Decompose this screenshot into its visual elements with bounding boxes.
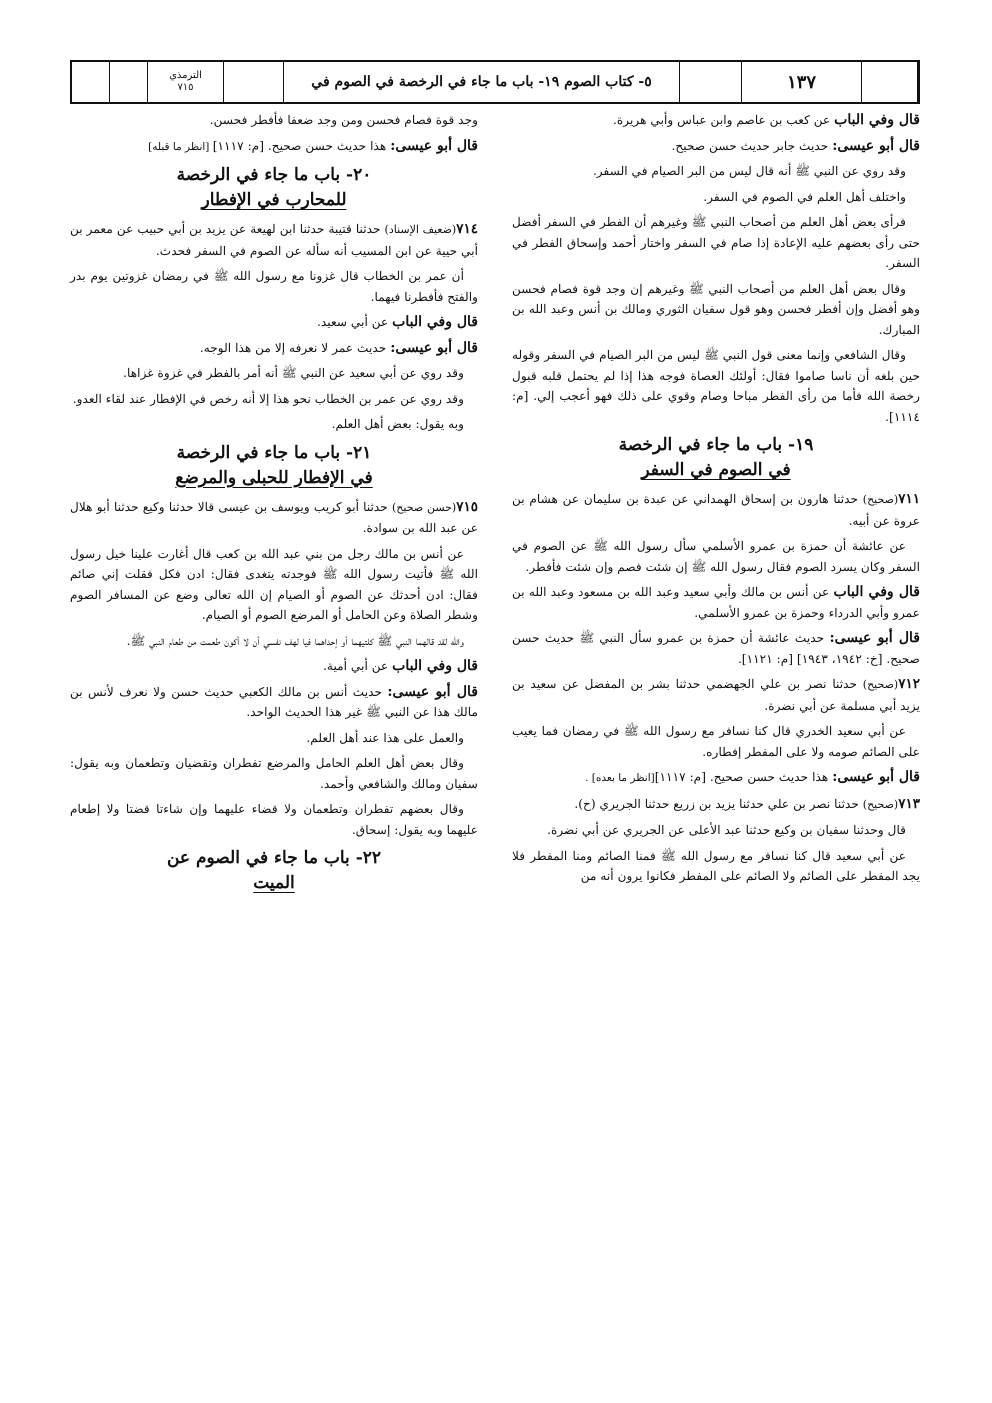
hadith-grade: (صحيح) bbox=[862, 493, 899, 506]
hadith-chain bbox=[70, 497, 478, 539]
cross-reference: [انظر ما قبله] bbox=[148, 140, 213, 153]
paragraph: واختلف أهل العلم في الصوم في السفر. bbox=[703, 189, 906, 204]
chapter-title: ٢٠- باب ما جاء في الرخصة bbox=[176, 165, 372, 185]
chapter-title: ٢١- باب ما جاء في الرخصة bbox=[176, 442, 372, 463]
paragraph: وقال بعض أهل العلم من أصحاب النبي ﷺ وغيرهم إن وجد قوة فصام فحسن وهو أفضل وإن أفطر فحسن وهو قول سفيان الثوري ومالك بن أنس وعبد الله بن المبارك. bbox=[512, 281, 920, 337]
paragraph bbox=[70, 312, 478, 333]
paragraph bbox=[70, 682, 478, 723]
paragraph bbox=[70, 656, 478, 677]
chapter-heading bbox=[70, 163, 478, 213]
chapter-subtitle: للمحارب في الإفطار bbox=[201, 190, 347, 210]
chapter-subtitle: الميت bbox=[253, 873, 295, 893]
section-lead: قال وفي الباب bbox=[834, 112, 920, 128]
hadith-text: عن أبي سعيد قال كنا نسافر مع رسول الله ﷺ فمنا الصائم ومنا المفطر فلا يجد المفطر على الصائم ولا الصائم على المفطر فكانوا يرون أنه من bbox=[512, 848, 920, 883]
paragraph bbox=[512, 767, 920, 789]
cross-reference: [انظر ما بعده] . bbox=[585, 772, 655, 784]
hadith-text: عن عائشة أن حمزة بن عمرو الأسلمي سأل رسول الله ﷺ عن الصوم في السفر وكان يسرد الصوم فقال رسول الله ﷺ إن شئت فصم وإن شئت فأفطر. bbox=[512, 539, 920, 574]
paragraph-text: حدثنا نصر بن علي حدثنا يزيد بن زريع حدثنا الجريري (ح). bbox=[574, 796, 863, 811]
paragraph-text: حدثنا أبو كريب ويوسف بن عيسى قالا حدثنا وكيع حدثنا أبو هلال عن عبد الله بن سوادة. bbox=[70, 499, 478, 535]
chapter-title: ١٩- باب ما جاء في الرخصة bbox=[618, 435, 814, 455]
paragraph-text: حديث عمر لا نعرفه إلا من هذا الوجه. bbox=[199, 340, 391, 355]
paragraph-text: حديث عائشة أن حمزة بن عمرو سأل النبي ﷺ حديث حسن صحيح. [خ: ١٩٤٢، ١٩٤٣] [م: ١١٢١]. bbox=[512, 631, 920, 666]
paragraph bbox=[512, 628, 920, 669]
paragraph-text: هذا حديث حسن صحيح. [م: ١١١٧] bbox=[654, 770, 833, 784]
hadith-chain bbox=[512, 674, 920, 716]
hadith-text: قال وحدثنا سفيان بن وكيع حدثنا عبد الأعلى عن الجريري عن أبي نضرة. bbox=[547, 823, 906, 837]
paragraph-text: عن أبي أمية. bbox=[323, 659, 393, 673]
chapter-title: ٢٢- باب ما جاء في الصوم عن bbox=[166, 848, 382, 868]
paragraph-text: حدثنا قتيبة حدثنا ابن لهيعة عن يزيد بن أبي حبيب عن معمر بن أبي حيية عن ابن المسيب أنه سأله عن الصوم في السفر فحدث. bbox=[70, 222, 478, 258]
hadith-number: ٧١٤ bbox=[456, 221, 478, 237]
hadith-text: أن عمر بن الخطاب قال غزونا مع رسول الله ﷺ في رمضان غزوتين يوم بدر والفتح فأفطرنا فيهما. bbox=[70, 269, 478, 304]
paragraph-text: عن أبي سعيد. bbox=[317, 315, 393, 329]
header-empty-cell bbox=[862, 62, 918, 102]
chapter-heading bbox=[70, 441, 478, 491]
section-lead: قال وفي الباب bbox=[392, 658, 478, 674]
paragraph-text: هذا حديث حسن صحيح. [م: ١١١٧] bbox=[212, 138, 391, 153]
paragraph: وقد روي عن النبي ﷺ أنه قال ليس من البر الصيام في السفر. bbox=[592, 164, 906, 178]
paragraph bbox=[512, 582, 920, 623]
paragraph: وقد روي عن أبي سعيد عن النبي ﷺ أنه أمر بالفطر في غزوة غزاها. bbox=[123, 366, 464, 380]
section-lead: قال أبو عيسى: bbox=[829, 630, 920, 646]
paragraph bbox=[512, 136, 920, 157]
hadith-number: ٧١١ bbox=[898, 491, 920, 507]
paragraph-text: حديث أنس بن مالك الكعبي حديث حسن ولا نعرف لأنس بن مالك هذا عن النبي ﷺ غير هذا الحديث الواحد. bbox=[70, 684, 478, 719]
paragraph-text: عن أنس بن مالك وأبي سعيد وعبد الله بن مسعود وعبد الله بن عمرو وأبي الدرداء وحمزة بن عمرو الأسلمي. bbox=[512, 585, 920, 620]
header-ref-number: ٧١٥ bbox=[177, 82, 194, 93]
paragraph: وبه يقول: بعض أهل العلم. bbox=[331, 417, 464, 431]
hadith-text: والله لقد قالهما النبي ﷺ كلتيهما أو إحداهما فيا لهف نفسي أن لا أكون طعمت من طعام النبي ﷺ. bbox=[126, 633, 464, 648]
left-column bbox=[70, 110, 478, 902]
hadith-grade: (صحيح) bbox=[862, 797, 899, 811]
paragraph-text: حدثنا هارون بن إسحاق الهمداني عن عبدة بن سليمان عن هشام بن عروة عن أبيه. bbox=[512, 492, 920, 528]
hadith-grade: (ضعيف الإسناد) bbox=[384, 223, 457, 236]
section-lead: قال وفي الباب bbox=[392, 314, 478, 330]
hadith-grade: (حسن صحيح) bbox=[392, 500, 457, 514]
chapter-subtitle: في الصوم في السفر bbox=[641, 460, 791, 480]
paragraph: فرأى بعض أهل العلم من أصحاب النبي ﷺ وغيرهم أن الفطر في السفر أفضل حتى رأى بعضهم عليه الإعادة إذا صام في السفر واختار أحمد وإسحاق الفطر في السفر. bbox=[512, 215, 920, 270]
right-column bbox=[512, 110, 920, 892]
hadith-grade: (صحيح) bbox=[862, 678, 899, 691]
section-lead: قال أبو عيسى: bbox=[832, 769, 920, 785]
paragraph: وقال بعضهم تفطران وتطعمان ولا قضاء عليهما وإن شاءتا قضتا ولا إطعام عليهما وبه يقول: إسحاق. bbox=[70, 802, 478, 837]
header-empty-cell bbox=[224, 62, 284, 102]
chapter-subtitle: في الإفطار للحبلى والمرضع bbox=[175, 467, 373, 488]
hadith-chain bbox=[512, 489, 920, 531]
paragraph bbox=[512, 110, 920, 131]
header-hadith-reference bbox=[148, 62, 224, 102]
paragraph: والعمل على هذا عند أهل العلم. bbox=[306, 730, 464, 745]
header-page-number: ١٣٧ bbox=[742, 62, 862, 102]
paragraph: وقال بعض أهل العلم الحامل والمرضع تفطران وتقضيان وتطعمان وبه يقول: سفيان ومالك والشافعي وأحمد. bbox=[70, 756, 478, 791]
paragraph bbox=[70, 338, 478, 359]
hadith-number: ٧١٣ bbox=[898, 795, 920, 812]
hadith-chain bbox=[70, 219, 478, 261]
section-lead: قال وفي الباب bbox=[833, 584, 920, 600]
hadith-text: عن أنس بن مالك رجل من بني عبد الله بن كعب قال أغارت علينا خيل رسول الله ﷺ فأتيت رسول الله ﷺ فوجدته يتغدى فقال: ادن فكل فقلت إني صائم فقال: ادن أحدثك عن الصوم أو الصيام إن الله تعالى وضع عن المسافر الصوم وشطر الصلاة وعن الحامل أو المرضع الصوم أو الصيام. bbox=[70, 546, 478, 622]
header-ref-book: الترمذي bbox=[169, 70, 202, 81]
paragraph: وقد روي عن عمر بن الخطاب نحو هذا إلا أنه رخص في الإفطار عند لقاء العدو. bbox=[72, 391, 464, 406]
paragraph-text: حدثنا نصر بن علي الجهضمي حدثنا بشر بن المفضل عن سعيد بن يزيد أبي مسلمة عن أبي نضرة. bbox=[512, 677, 920, 713]
hadith-number: ٧١٥ bbox=[456, 498, 478, 515]
page-header bbox=[70, 60, 920, 104]
chapter-heading bbox=[512, 433, 920, 483]
paragraph-text: حديث جابر حديث حسن صحيح. bbox=[671, 138, 833, 153]
hadith-text: عن أبي سعيد الخدري قال كنا نسافر مع رسول الله ﷺ في رمضان فما يعيب على الصائم صومه ولا على المفطر إفطاره. bbox=[512, 724, 920, 759]
paragraph bbox=[70, 136, 478, 158]
section-lead: قال أبو عيسى: bbox=[390, 137, 478, 154]
header-empty-cell bbox=[72, 62, 110, 102]
paragraph: وقال الشافعي وإنما معنى قول النبي ﷺ ليس من البر الصيام في السفر وقوله حين بلغه أن ناسا صاموا فقال: أولئك العصاة فوجه هذا إذا لم يحتمل قلبه قبول رخصة الله فأما من رأى الفطر مباحا وصام وقوي على ذلك فهو أعجب إلي. [م: ١١١٤]. bbox=[512, 348, 920, 424]
section-lead: قال أبو عيسى: bbox=[832, 137, 920, 154]
book-page bbox=[70, 60, 920, 1380]
header-running-title: ٥- كتاب الصوم ١٩- باب ما جاء في الرخصة في الصوم في bbox=[284, 62, 680, 102]
header-empty-cell bbox=[680, 62, 742, 102]
chapter-heading bbox=[70, 846, 478, 896]
paragraph: وجد قوة فصام فحسن ومن وجد ضعفا فأفطر فحسن. bbox=[209, 113, 478, 127]
header-empty-cell bbox=[110, 62, 148, 102]
section-lead: قال أبو عيسى: bbox=[390, 339, 478, 356]
hadith-chain bbox=[512, 794, 920, 816]
section-lead: قال أبو عيسى: bbox=[387, 683, 478, 700]
paragraph-text: عن كعب بن عاصم وابن عباس وأبي هريرة. bbox=[613, 113, 835, 127]
hadith-number: ٧١٢ bbox=[898, 676, 920, 692]
